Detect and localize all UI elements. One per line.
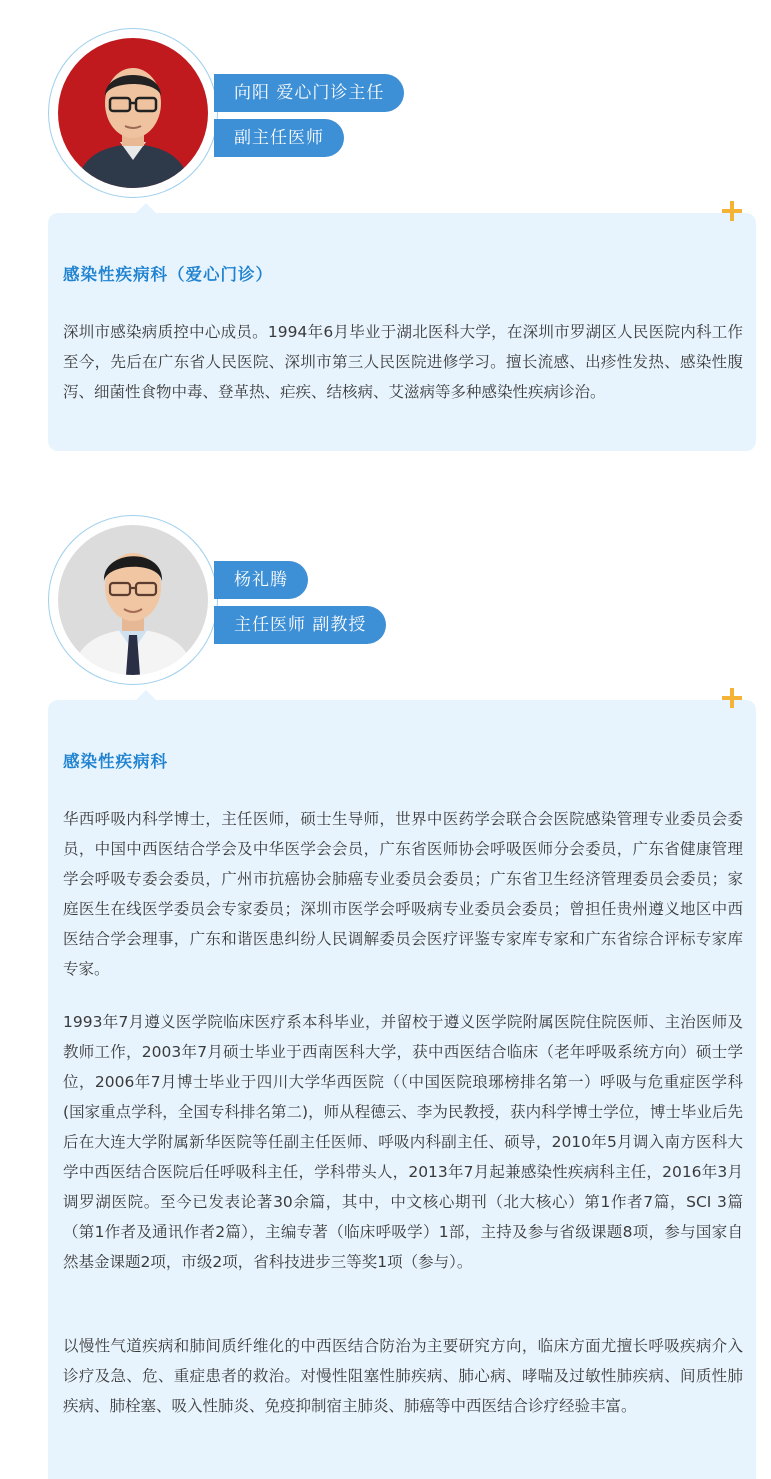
department-heading: 感染性疾病科	[63, 752, 168, 771]
plus-icon[interactable]	[722, 688, 742, 708]
plus-icon[interactable]	[722, 201, 742, 221]
avatar-ring	[48, 515, 218, 685]
doctor-info-card	[48, 213, 756, 451]
bio-paragraph: 深圳市感染病质控中心成员。1994年6月毕业于湖北医科大学，在深圳市罗湖区人民医院内科工作至今，先后在广东省人民医院、深圳市第三人民医院进修学习。擅长流感、出疹性发热、感染性腹泻、细菌性食物中毒、登革热、疟疾、结核病、艾滋病等多种感染性疾病诊治。	[63, 323, 743, 401]
bio-paragraph: 1993年7月遵义医学院临床医疗系本科毕业，并留校于遵义医学院附属医院住院医师、主治医师及教师工作，2003年7月硕士毕业于西南医科大学，获中西医结合临床（老年呼吸系统方向）硕士学位，2006年7月博士毕业于四川大学华西医院（（中国医院琅琊榜排名第一）呼吸与危重症医学科(国家重点学科，全国专科排名第二)，师从程德云、李为民教授，获内科学博士学位，博士毕业后先后在大连大学附属新华医院等任副主任医师、呼吸内科副主任、硕导，2010年5月调入南方医科大学中西医结合医院后任呼吸科主任，学科带头人，2013年7月起兼感染性疾病科主任，2016年3月调罗湖医院。至今已发表论著30余篇，其中，中文核心期刊（北大核心）第1作者7篇，SCI 3篇（第1作者及通讯作者2篇），主编专著（临床呼吸学）1部，主持及参与省级课题8项，参与国家自然基金课题2项，市级2项，省科技进步三等奖1项（参与）。	[63, 1013, 743, 1271]
doctor-photo	[58, 38, 208, 188]
avatar-ring	[48, 28, 218, 198]
department-heading: 感染性疾病科（爱心门诊）	[63, 265, 273, 284]
card-notch	[136, 690, 156, 700]
doctor-title-tag: 副主任医师	[214, 119, 344, 157]
doctor-name-tag: 向阳 爱心门诊主任	[214, 74, 404, 112]
bio-paragraph: 华西呼吸内科学博士，主任医师，硕士生导师，世界中医药学会联合会医院感染管理专业委员会委员，中国中西医结合学会及中华医学会会员，广东省医师协会呼吸医师分会委员，广东省健康管理学会呼吸专委会委员，广州市抗癌协会肺癌专业委员会委员；广东省卫生经济管理委员会委员；家庭医生在线医学委员会专家委员；深圳市医学会呼吸病专业委员会委员；曾担任贵州遵义地区中西医结合学会理事，广东和谐医患纠纷人民调解委员会医疗评鉴专家库专家和广东省综合评标专家库专家。	[63, 810, 743, 978]
doctor-portrait-image	[58, 525, 208, 675]
doctor-title-tag: 主任医师 副教授	[214, 606, 386, 644]
doctor-portrait-image	[58, 38, 208, 188]
doctor-info-card	[48, 700, 756, 1479]
doctor-photo	[58, 525, 208, 675]
bio-paragraph: 以慢性气道疾病和肺间质纤维化的中西医结合防治为主要研究方向，临床方面尤擅长呼吸疾病介入诊疗及急、危、重症患者的救治。对慢性阻塞性肺疾病、肺心病、哮喘及过敏性肺疾病、间质性肺疾病、肺栓塞、吸入性肺炎、免疫抑制宿主肺炎、肺癌等中西医结合诊疗经验丰富。	[63, 1337, 743, 1415]
card-notch	[136, 203, 156, 213]
doctor-name-tag: 杨礼腾	[214, 561, 308, 599]
